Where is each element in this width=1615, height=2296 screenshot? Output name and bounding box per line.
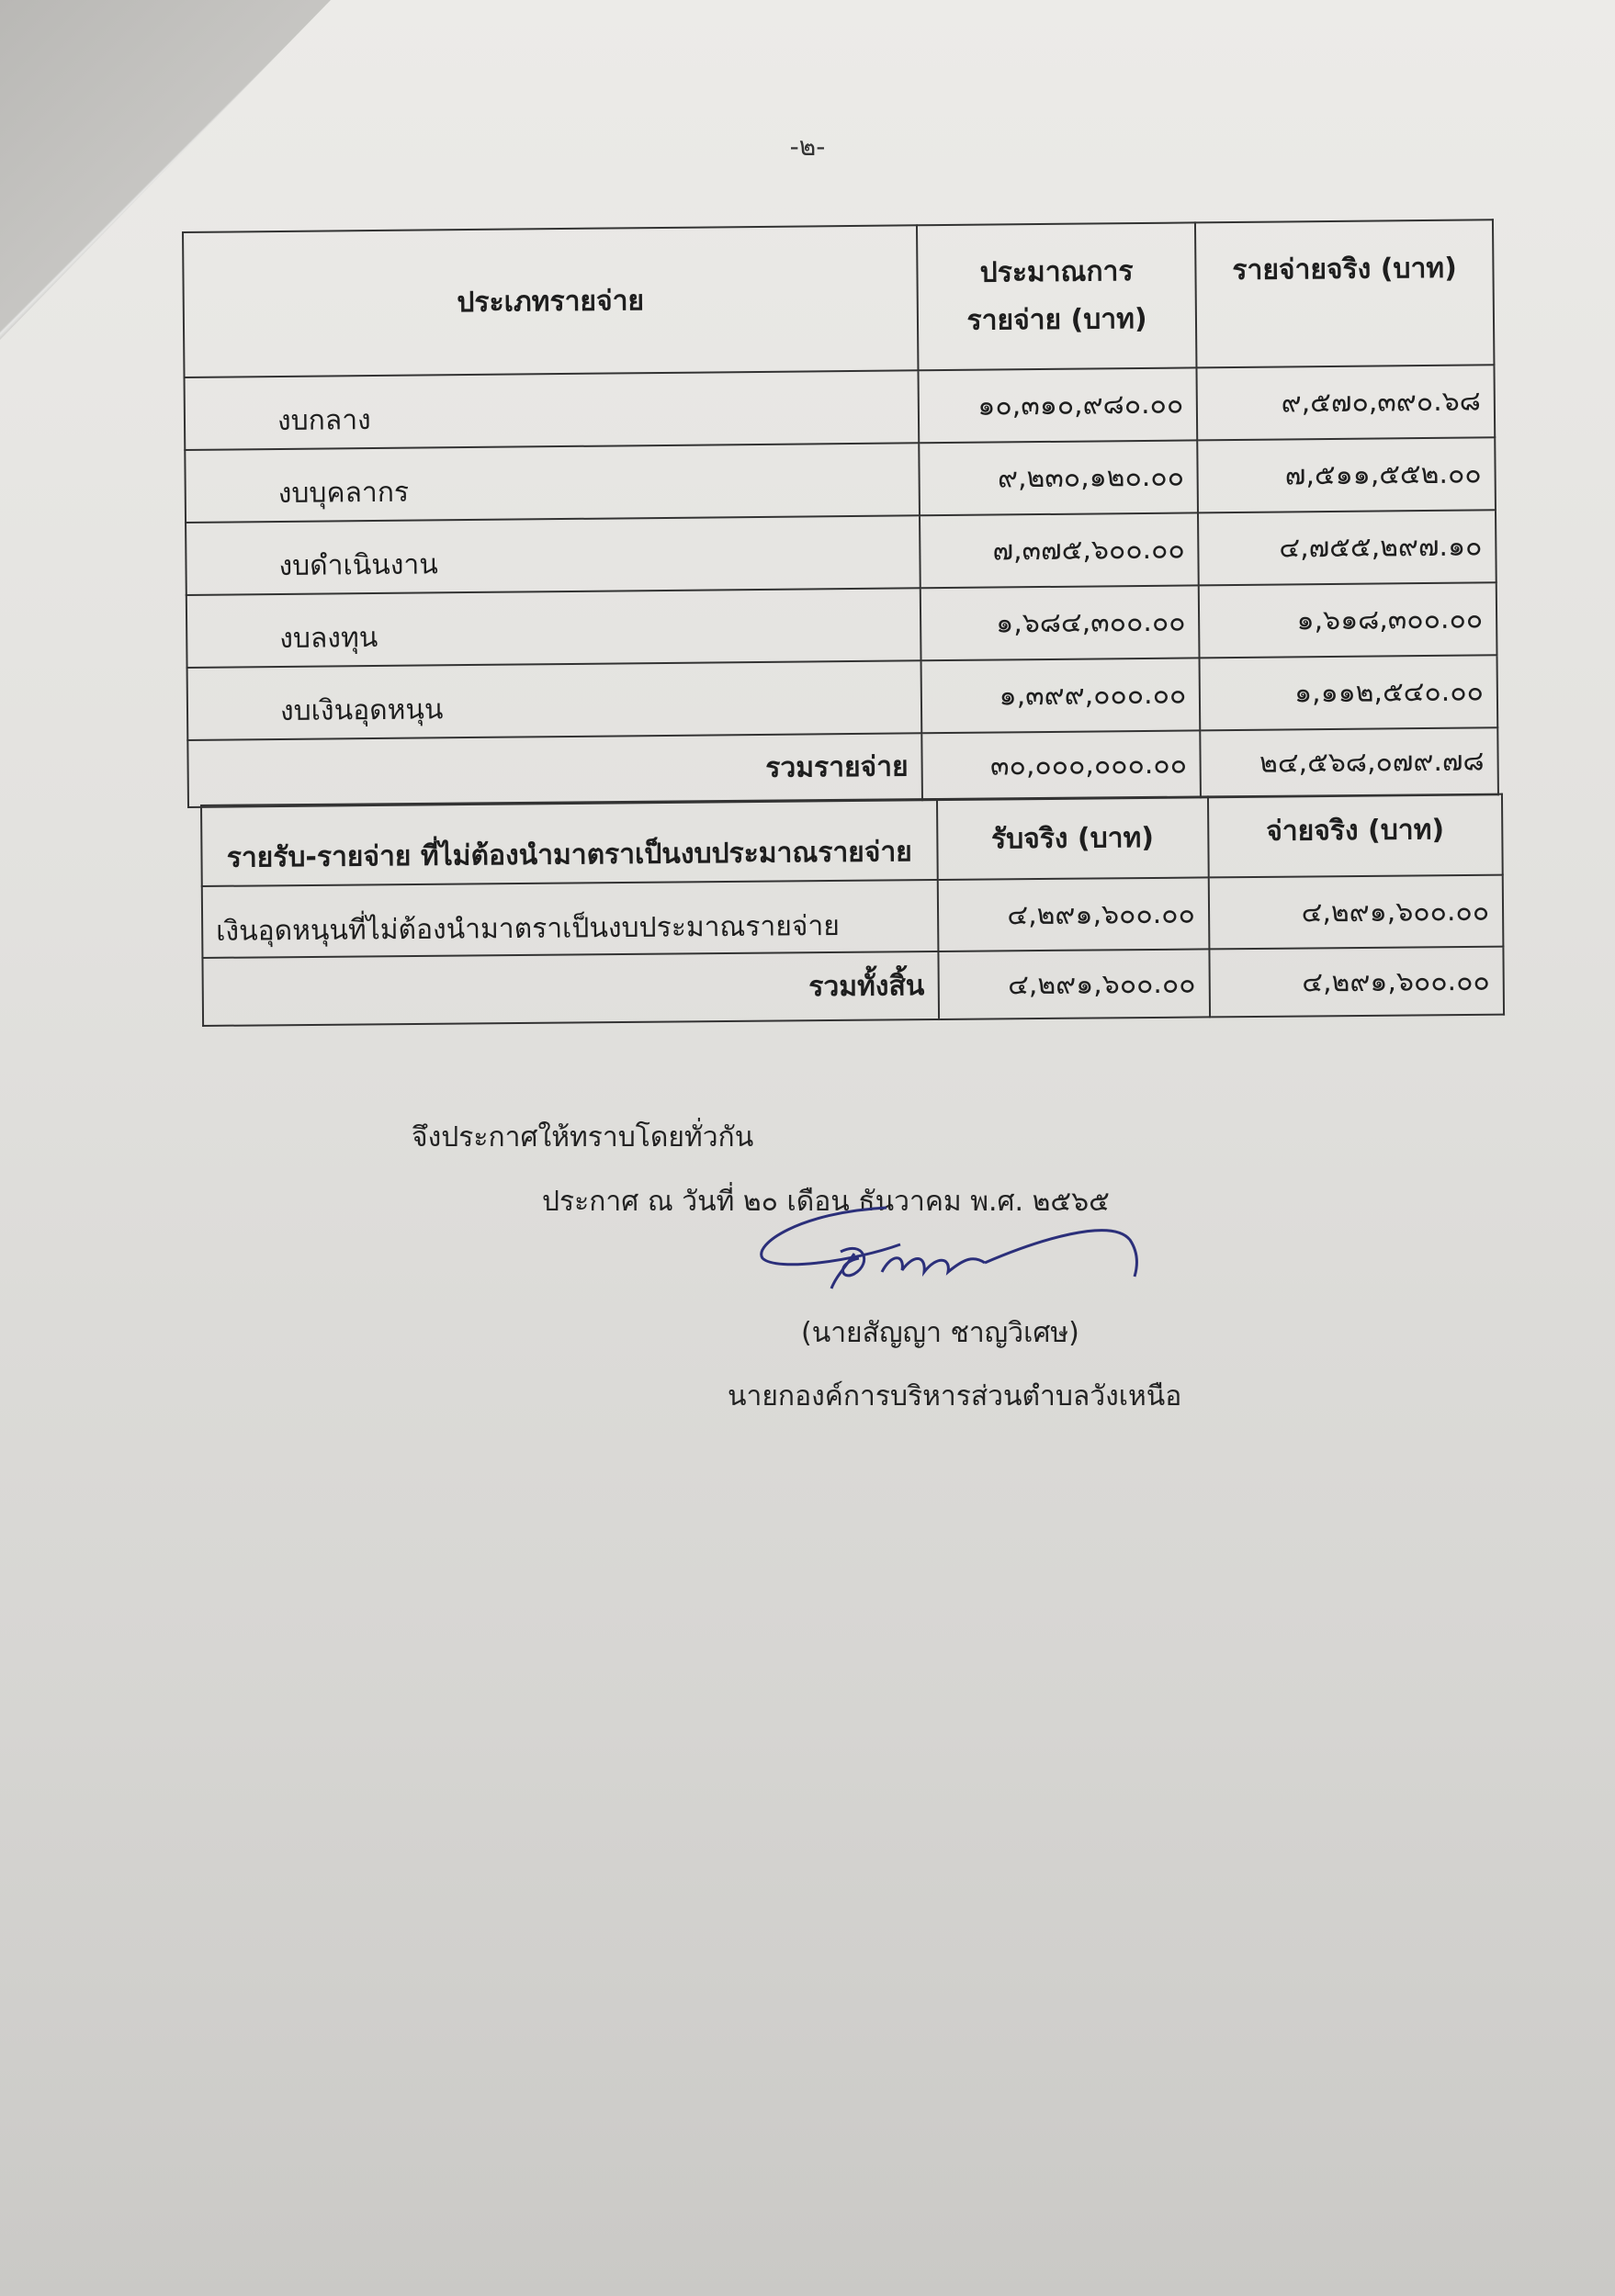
row-label: งบดำเนินงาน — [186, 515, 920, 595]
actual-header: รายจ่ายจริง (บาท) — [1195, 219, 1494, 367]
expense-total-actual: ๒๔,๕๖๘,๐๗๙.๗๘ — [1201, 727, 1498, 797]
row-actual: ๗,๕๑๑,๕๕๒.๐๐ — [1198, 437, 1496, 512]
row-estimate: ๑,๖๘๔,๓๐๐.๐๐ — [920, 585, 1200, 660]
row-label: งบกลาง — [185, 370, 920, 450]
page-number: -๒- — [789, 131, 826, 162]
row-label: งบลงทุน — [186, 588, 921, 668]
received-header: รับจริง (บาท) — [937, 796, 1209, 880]
row-actual: ๙,๕๗๐,๓๙๐.๖๘ — [1197, 365, 1495, 440]
signature-mark — [744, 1189, 1148, 1309]
row-label: งบเงินอุดหนุน — [187, 660, 922, 740]
expense-table — [182, 219, 1499, 808]
non-budget-row-label: เงินอุดหนุนที่ไม่ต้องนำมาตราเป็นงบประมาณรายจ่าย — [202, 880, 938, 958]
announcement-text: จึงประกาศให้ทราบโดยทั่วกัน — [412, 1121, 754, 1154]
estimate-header — [917, 222, 1197, 370]
non-budget-total-received: ๔,๒๙๑,๖๐๐.๐๐ — [938, 949, 1210, 1019]
expense-total-label: รวมรายจ่าย — [187, 733, 922, 807]
paid-header: จ่ายจริง (บาท) — [1208, 794, 1503, 878]
estimate-header-line2: รายจ่าย (บาท) — [966, 302, 1147, 337]
estimate-header-line1: ประมาณการ — [979, 255, 1134, 289]
table-row — [185, 437, 1496, 523]
table-row — [202, 875, 1504, 958]
row-estimate: ๑,๓๙๙,๐๐๐.๐๐ — [920, 658, 1200, 733]
date-line: ประกาศ ณ วันที่ ๒๐ เดือน ธันวาคม พ.ศ. ๒๕๖๕ — [542, 1186, 1110, 1218]
signer-name: (นายสัญญา ชาญวิเศษ) — [801, 1317, 1079, 1349]
non-budget-total-label: รวมทั้งสิ้น — [202, 951, 938, 1026]
non-budget-total-paid: ๔,๒๙๑,๖๐๐.๐๐ — [1209, 947, 1504, 1018]
table-row — [186, 582, 1497, 668]
non-budget-row-received: ๔,๒๙๑,๖๐๐.๐๐ — [937, 877, 1209, 951]
table-row — [187, 655, 1498, 740]
signer-title: นายกองค์การบริหารส่วนตำบลวังเหนือ — [728, 1380, 1182, 1412]
row-estimate: ๑๐,๓๑๐,๙๘๐.๐๐ — [918, 367, 1197, 443]
row-actual: ๑,๑๑๒,๕๔๐.๐๐ — [1200, 655, 1497, 730]
expense-table-header — [183, 219, 1494, 377]
table-row — [185, 365, 1496, 450]
expense-total-estimate: ๓๐,๐๐๐,๐๐๐.๐๐ — [921, 730, 1201, 800]
row-estimate: ๙,๒๓๐,๑๒๐.๐๐ — [919, 440, 1198, 515]
row-label: งบบุคลากร — [185, 443, 920, 523]
row-estimate: ๗,๓๗๕,๖๐๐.๐๐ — [920, 512, 1199, 588]
non-budget-total-row — [202, 947, 1504, 1026]
row-actual: ๔,๗๕๕,๒๙๗.๑๐ — [1198, 510, 1496, 585]
non-budget-table-header — [201, 794, 1503, 886]
non-budget-table — [200, 793, 1505, 1027]
non-budget-type-header: รายรับ-รายจ่าย ที่ไม่ต้องนำมาตราเป็นงบประมาณรายจ่าย — [201, 799, 937, 886]
table-row — [186, 510, 1496, 595]
non-budget-row-paid: ๔,๒๙๑,๖๐๐.๐๐ — [1209, 875, 1504, 950]
row-actual: ๑,๖๑๘,๓๐๐.๐๐ — [1199, 582, 1496, 658]
expense-type-header: ประเภทรายจ่าย — [183, 225, 918, 377]
